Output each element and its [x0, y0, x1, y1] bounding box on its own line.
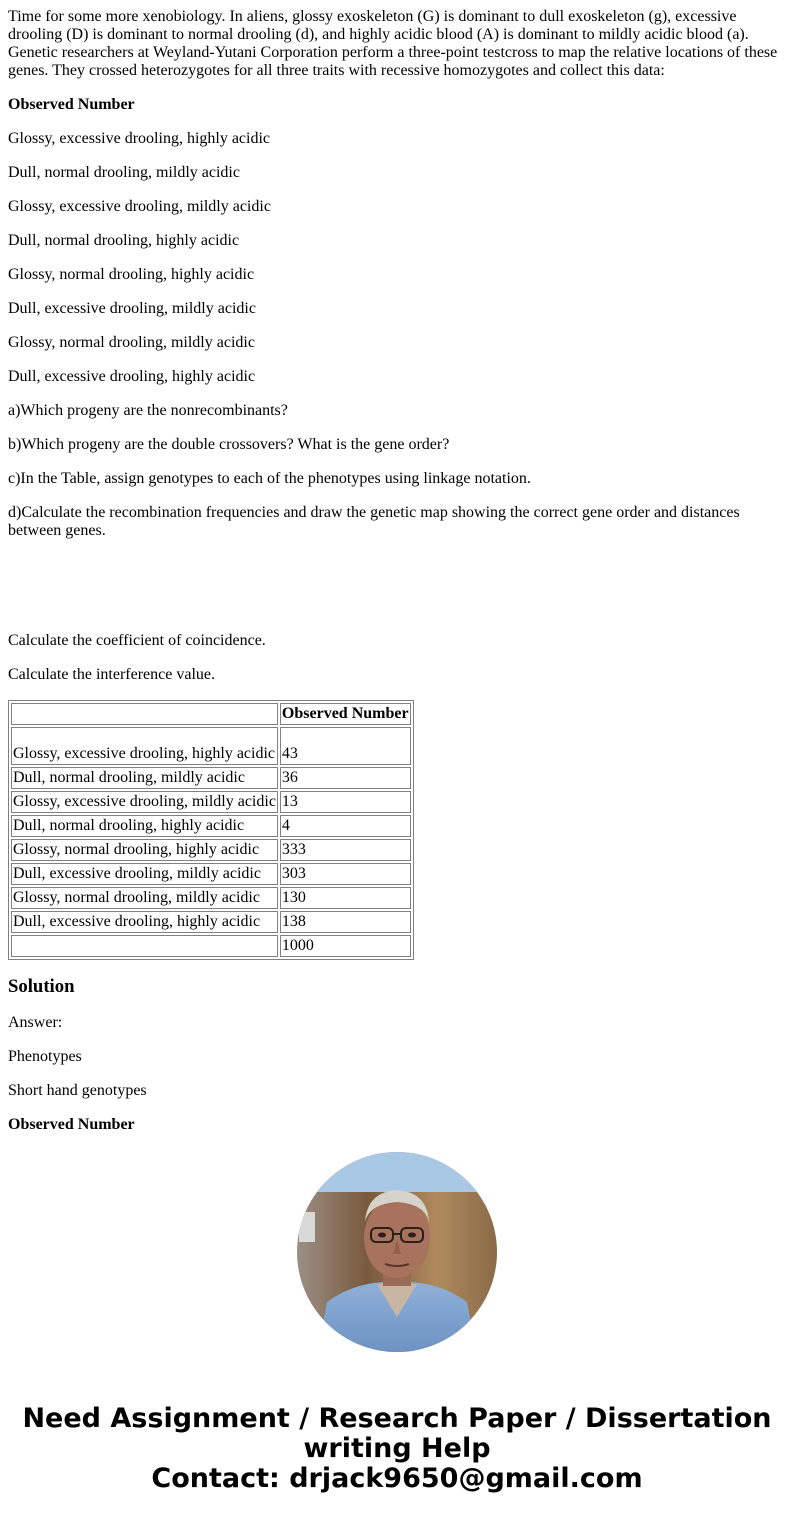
table-cell-observed: 4 [280, 815, 411, 837]
promo-text [0, 1404, 794, 1494]
author-portrait-image [297, 1152, 497, 1352]
blank-space [8, 556, 786, 632]
phenotype-item: Glossy, excessive drooling, mildly acidic [8, 198, 271, 215]
question-part-d: d)Calculate the recombination frequencies and draw the genetic map showing the correct gene order and distances between genes. [8, 504, 740, 539]
phenotype-item: Glossy, normal drooling, mildly acidic [8, 334, 255, 351]
table-cell-phenotype: Dull, normal drooling, mildly acidic [11, 767, 278, 789]
phenotype-item: Dull, excessive drooling, highly acidic [8, 368, 256, 385]
table-cell-phenotype: Glossy, normal drooling, highly acidic [11, 839, 278, 861]
table-row [11, 863, 411, 885]
promo-line-1: Need Assignment / Research Paper / Dissertation [22, 1403, 772, 1434]
table-cell-observed: 36 [280, 767, 411, 789]
phenotype-item: Dull, excessive drooling, mildly acidic [8, 300, 256, 317]
question-intro: Time for some more xenobiology. In aliens, glossy exoskeleton (G) is dominant to dull exoskeleton (g), excessive drooling (D) is dominant to normal drooling (d), and highly acidic blood (A) is dominant to mildly acidic blood (a). Genetic researchers at Weyland-Yutani Corporation perform a three-point testcross to map the relative locations of these genes. They crossed heterozygotes for all three traits with recessive homozygotes and collect this data: [8, 8, 778, 79]
table-header-row [11, 703, 411, 725]
table-row [11, 791, 411, 813]
question-part-a: a)Which progeny are the nonrecombinants? [8, 402, 288, 419]
phenotype-item: Dull, normal drooling, mildly acidic [8, 164, 240, 181]
promo-contact: Contact: drjack9650@gmail.com [151, 1463, 643, 1494]
table-cell-observed: 303 [280, 863, 411, 885]
table-cell-phenotype: Dull, excessive drooling, mildly acidic [11, 863, 278, 885]
table-cell-observed: 333 [280, 839, 411, 861]
promo-line-2: writing Help [303, 1433, 491, 1464]
question-part-b: b)Which progeny are the double crossovers? What is the gene order? [8, 436, 450, 453]
table-row [11, 815, 411, 837]
table-header-observed: Observed Number [280, 703, 411, 725]
observed-table [8, 700, 414, 960]
question-part-c: c)In the Table, assign genotypes to each of the phenotypes using linkage notation. [8, 470, 531, 487]
phenotype-item: Glossy, excessive drooling, highly acidic [8, 130, 271, 147]
solution-observed-label: Observed Number [8, 1116, 135, 1133]
table-cell-observed: 13 [280, 791, 411, 813]
table-row [11, 767, 411, 789]
author-avatar [297, 1152, 497, 1352]
interference-question: Calculate the interference value. [8, 666, 215, 683]
table-cell-phenotype: Glossy, excessive drooling, mildly acidic [11, 791, 278, 813]
table-cell-observed: 43 [280, 727, 411, 765]
observed-heading: Observed Number [8, 96, 135, 113]
table-total-row [11, 935, 411, 957]
phenotype-item: Dull, normal drooling, highly acidic [8, 232, 240, 249]
table-row [11, 911, 411, 933]
table-total-value: 1000 [280, 935, 411, 957]
table-row [11, 887, 411, 909]
coincidence-question: Calculate the coefficient of coincidence. [8, 632, 266, 649]
solution-heading: Solution [8, 976, 75, 997]
phenotypes-label: Phenotypes [8, 1048, 82, 1065]
table-row [11, 727, 411, 765]
shorthand-label: Short hand genotypes [8, 1082, 147, 1099]
table-header-blank [11, 703, 278, 725]
phenotype-item: Glossy, normal drooling, highly acidic [8, 266, 255, 283]
table-cell-phenotype: Glossy, excessive drooling, highly acidic [11, 727, 278, 765]
table-cell-observed: 130 [280, 887, 411, 909]
table-cell-phenotype: Glossy, normal drooling, mildly acidic [11, 887, 278, 909]
document-body [8, 8, 786, 1150]
table-cell-observed: 138 [280, 911, 411, 933]
table-cell-phenotype: Dull, excessive drooling, highly acidic [11, 911, 278, 933]
table-cell-phenotype: Dull, normal drooling, highly acidic [11, 815, 278, 837]
table-total-blank [11, 935, 278, 957]
table-row [11, 839, 411, 861]
answer-label: Answer: [8, 1014, 63, 1031]
